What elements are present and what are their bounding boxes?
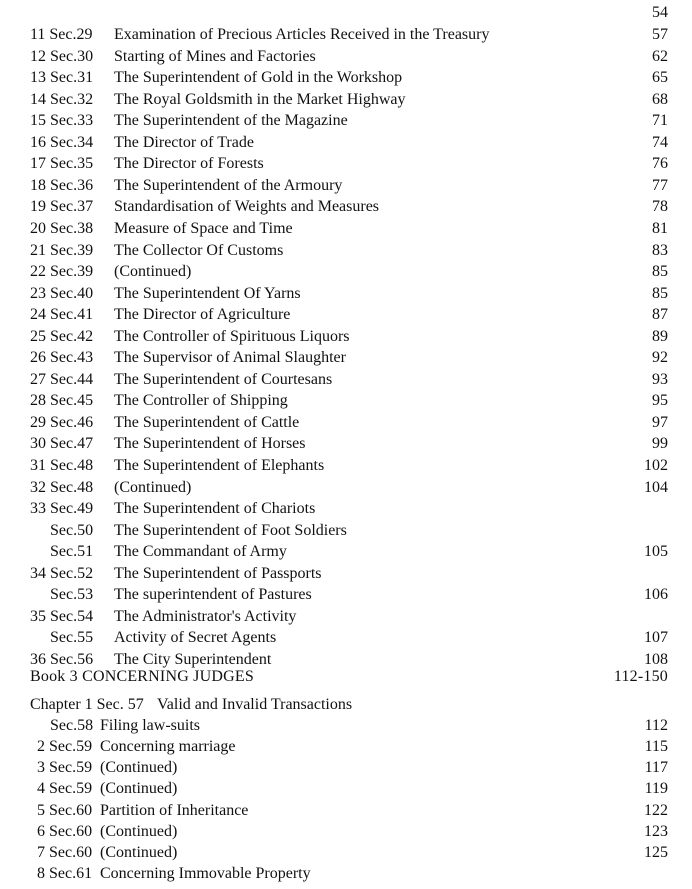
section-title: The Superintendent of Gold in the Workshop <box>114 69 403 87</box>
toc-entry <box>0 67 692 88</box>
section-number: 17 Sec.35 <box>30 155 94 173</box>
toc-entry <box>0 196 692 217</box>
section-number: 19 Sec.37 <box>30 198 94 216</box>
section-number: Sec.51 <box>50 543 94 561</box>
toc-entry <box>0 627 692 648</box>
section-title: The Royal Goldsmith in the Market Highway <box>114 90 406 108</box>
section-title: Partition of Inheritance <box>100 801 249 819</box>
section-number: 35 Sec.54 <box>30 607 94 625</box>
section-number: 32 Sec.48 <box>30 478 94 496</box>
section-number: 18 Sec.36 <box>30 176 94 194</box>
section-number: 12 Sec.30 <box>30 47 94 65</box>
section-number: Sec.50 <box>50 521 94 539</box>
section-number: 22 Sec.39 <box>30 263 94 281</box>
section-title: The Director of Forests <box>114 155 264 173</box>
toc-entry <box>0 390 692 411</box>
section-title: The Superintendent of Cattle <box>114 413 300 431</box>
section-title: The City Superintendent <box>114 650 272 668</box>
page-number: 105 <box>644 543 668 561</box>
section-number: 28 Sec.45 <box>30 392 94 410</box>
toc-entry <box>0 736 692 757</box>
section-title: Concerning Immovable Property <box>100 864 311 882</box>
page-number: 78 <box>652 198 668 216</box>
page-number: 99 <box>652 435 668 453</box>
toc-entry <box>0 563 692 584</box>
page-number: 115 <box>644 738 668 756</box>
toc-entry <box>0 477 692 498</box>
section-number: 3 Sec.59 <box>37 759 93 777</box>
toc-entry <box>0 240 692 261</box>
toc-entry <box>0 584 692 605</box>
section-title: The Superintendent of the Magazine <box>114 112 348 130</box>
page-number: 89 <box>652 327 668 345</box>
section-number: 16 Sec.34 <box>30 133 94 151</box>
section-title: Activity of Secret Agents <box>114 629 277 647</box>
toc-entry <box>0 304 692 325</box>
toc-entry <box>0 46 692 67</box>
page-number: 74 <box>652 133 668 151</box>
section-number: 20 Sec.38 <box>30 219 94 237</box>
toc-entry <box>0 347 692 368</box>
section-number: 24 Sec.41 <box>30 306 94 324</box>
toc-entry <box>0 89 692 110</box>
page-number: 68 <box>652 90 668 108</box>
page-number: 107 <box>644 629 668 647</box>
section-title: (Continued) <box>100 822 178 840</box>
toc-entry <box>0 283 692 304</box>
section-number: 2 Sec.59 <box>37 738 93 756</box>
page-number: 119 <box>644 780 668 798</box>
toc-entry <box>0 715 692 736</box>
book-page-range: 112-150 <box>613 668 668 685</box>
section-title: The Commandant of Army <box>114 543 287 561</box>
section-number: 31 Sec.48 <box>30 457 94 474</box>
page-number: 85 <box>652 284 668 302</box>
section-title: The Administrator's Activity <box>114 607 297 625</box>
section-title: The Superintendent of Chariots <box>114 500 316 518</box>
section-title: The Superintendent Of Yarns <box>114 284 301 302</box>
page-number: 122 <box>644 801 668 819</box>
toc-entry <box>0 455 692 476</box>
section-title: The Controller of Shipping <box>114 392 288 410</box>
toc-entry <box>0 821 692 842</box>
section-title: (Continued) <box>114 263 192 281</box>
section-number: 7 Sec.60 <box>37 843 93 861</box>
page-number: 108 <box>644 650 668 668</box>
section-number: 4 Sec.59 <box>37 780 93 798</box>
toc-entry <box>0 541 692 562</box>
toc-entry <box>0 110 692 131</box>
section-number: 11 Sec.29 <box>30 26 93 43</box>
section-number: 27 Sec.44 <box>30 370 94 388</box>
page-number: 57 <box>652 26 668 43</box>
section-number: 29 Sec.46 <box>30 413 94 431</box>
section-number: Chapter 1 Sec. 57 <box>30 696 144 713</box>
section-title: (Continued) <box>100 759 178 777</box>
section-number: 15 Sec.33 <box>30 112 94 130</box>
toc-entry <box>0 369 692 390</box>
section-title: The Controller of Spirituous Liquors <box>114 327 350 345</box>
page-number: 95 <box>652 392 668 410</box>
section-number: 23 Sec.40 <box>30 284 94 302</box>
toc-entry <box>0 778 692 799</box>
toc-entry <box>0 800 692 821</box>
toc-entry <box>0 863 692 884</box>
section-title: The Superintendent of Passports <box>114 564 322 582</box>
toc-entry <box>0 520 692 541</box>
page-number: 112 <box>644 717 668 735</box>
section-number: 34 Sec.52 <box>30 564 94 582</box>
section-title: (Continued) <box>114 478 192 496</box>
section-number: 8 Sec.61 <box>37 864 93 882</box>
page-number: 83 <box>652 241 668 259</box>
page-number: 125 <box>644 843 668 861</box>
page-number: 62 <box>652 47 668 65</box>
page-number: 102 <box>644 457 668 474</box>
section-title: Valid and Invalid Transactions <box>157 696 353 713</box>
toc-entry <box>0 757 692 778</box>
section-title: The Superintendent of Courtesans <box>114 370 333 388</box>
page-number: 65 <box>652 69 668 87</box>
section-title: The Director of Trade <box>114 133 254 151</box>
toc-entry <box>0 606 692 627</box>
toc-entry <box>0 326 692 347</box>
section-number: 13 Sec.31 <box>30 69 94 87</box>
section-number: 25 Sec.42 <box>30 327 94 345</box>
toc-entry <box>0 132 692 153</box>
section-title: Standardisation of Weights and Measures <box>114 198 380 216</box>
section-title: The Collector Of Customs <box>114 241 284 259</box>
section-title: Starting of Mines and Factories <box>114 47 316 65</box>
page-number: 81 <box>652 219 668 237</box>
page-number: 97 <box>652 413 668 431</box>
toc-entry <box>0 412 692 433</box>
section-title: The Superintendent of Horses <box>114 435 306 453</box>
section-title: (Continued) <box>100 780 178 798</box>
section-number: 30 Sec.47 <box>30 435 94 453</box>
section-number: 5 Sec.60 <box>37 801 93 819</box>
top-page-number: 54 <box>652 4 668 21</box>
section-title: Concerning marriage <box>100 738 236 756</box>
section-number: 36 Sec.56 <box>30 650 94 668</box>
book-title: Book 3 CONCERNING JUDGES <box>30 668 254 685</box>
toc-entry <box>0 498 692 519</box>
section-number: 14 Sec.32 <box>30 90 94 108</box>
section-title: (Continued) <box>100 843 178 861</box>
section-number: 26 Sec.43 <box>30 349 94 367</box>
page-number: 77 <box>652 176 668 194</box>
section-title: The Superintendent of Foot Soldiers <box>114 521 347 539</box>
section-title: The superintendent of Pastures <box>114 586 312 604</box>
toc-entry <box>0 175 692 196</box>
section-title: Filing law-suits <box>100 717 201 735</box>
page-number: 71 <box>652 112 668 130</box>
toc-entry <box>0 842 692 863</box>
page-number: 117 <box>644 759 668 777</box>
page-number: 76 <box>652 155 668 173</box>
book-heading <box>0 666 692 687</box>
section-number: 6 Sec.60 <box>37 822 93 840</box>
page-number: 87 <box>652 306 668 324</box>
section-title: The Director of Agriculture <box>114 306 291 324</box>
section-number: Sec.53 <box>50 586 94 604</box>
section-title: The Superintendent of the Armoury <box>114 176 343 194</box>
page-number: 85 <box>652 263 668 281</box>
section-title: Examination of Precious Articles Received in the Treasury <box>114 26 490 43</box>
section-title: Measure of Space and Time <box>114 219 293 237</box>
page-number: 106 <box>644 586 668 604</box>
section-number: 21 Sec.39 <box>30 241 94 259</box>
page-number: 123 <box>644 822 668 840</box>
toc-entry <box>0 694 692 715</box>
toc-entry <box>0 433 692 454</box>
page-number: 92 <box>652 349 668 367</box>
toc-entry <box>0 218 692 239</box>
section-title: The Superintendent of Elephants <box>114 457 325 474</box>
toc-entry <box>0 261 692 282</box>
section-title: The Supervisor of Animal Slaughter <box>114 349 346 367</box>
toc-entry <box>0 153 692 174</box>
section-number: 33 Sec.49 <box>30 500 94 518</box>
page-number: 93 <box>652 370 668 388</box>
section-number: Sec.58 <box>50 717 94 735</box>
toc-entry <box>0 24 692 45</box>
section-number: Sec.55 <box>50 629 94 647</box>
page-number: 104 <box>644 478 668 496</box>
